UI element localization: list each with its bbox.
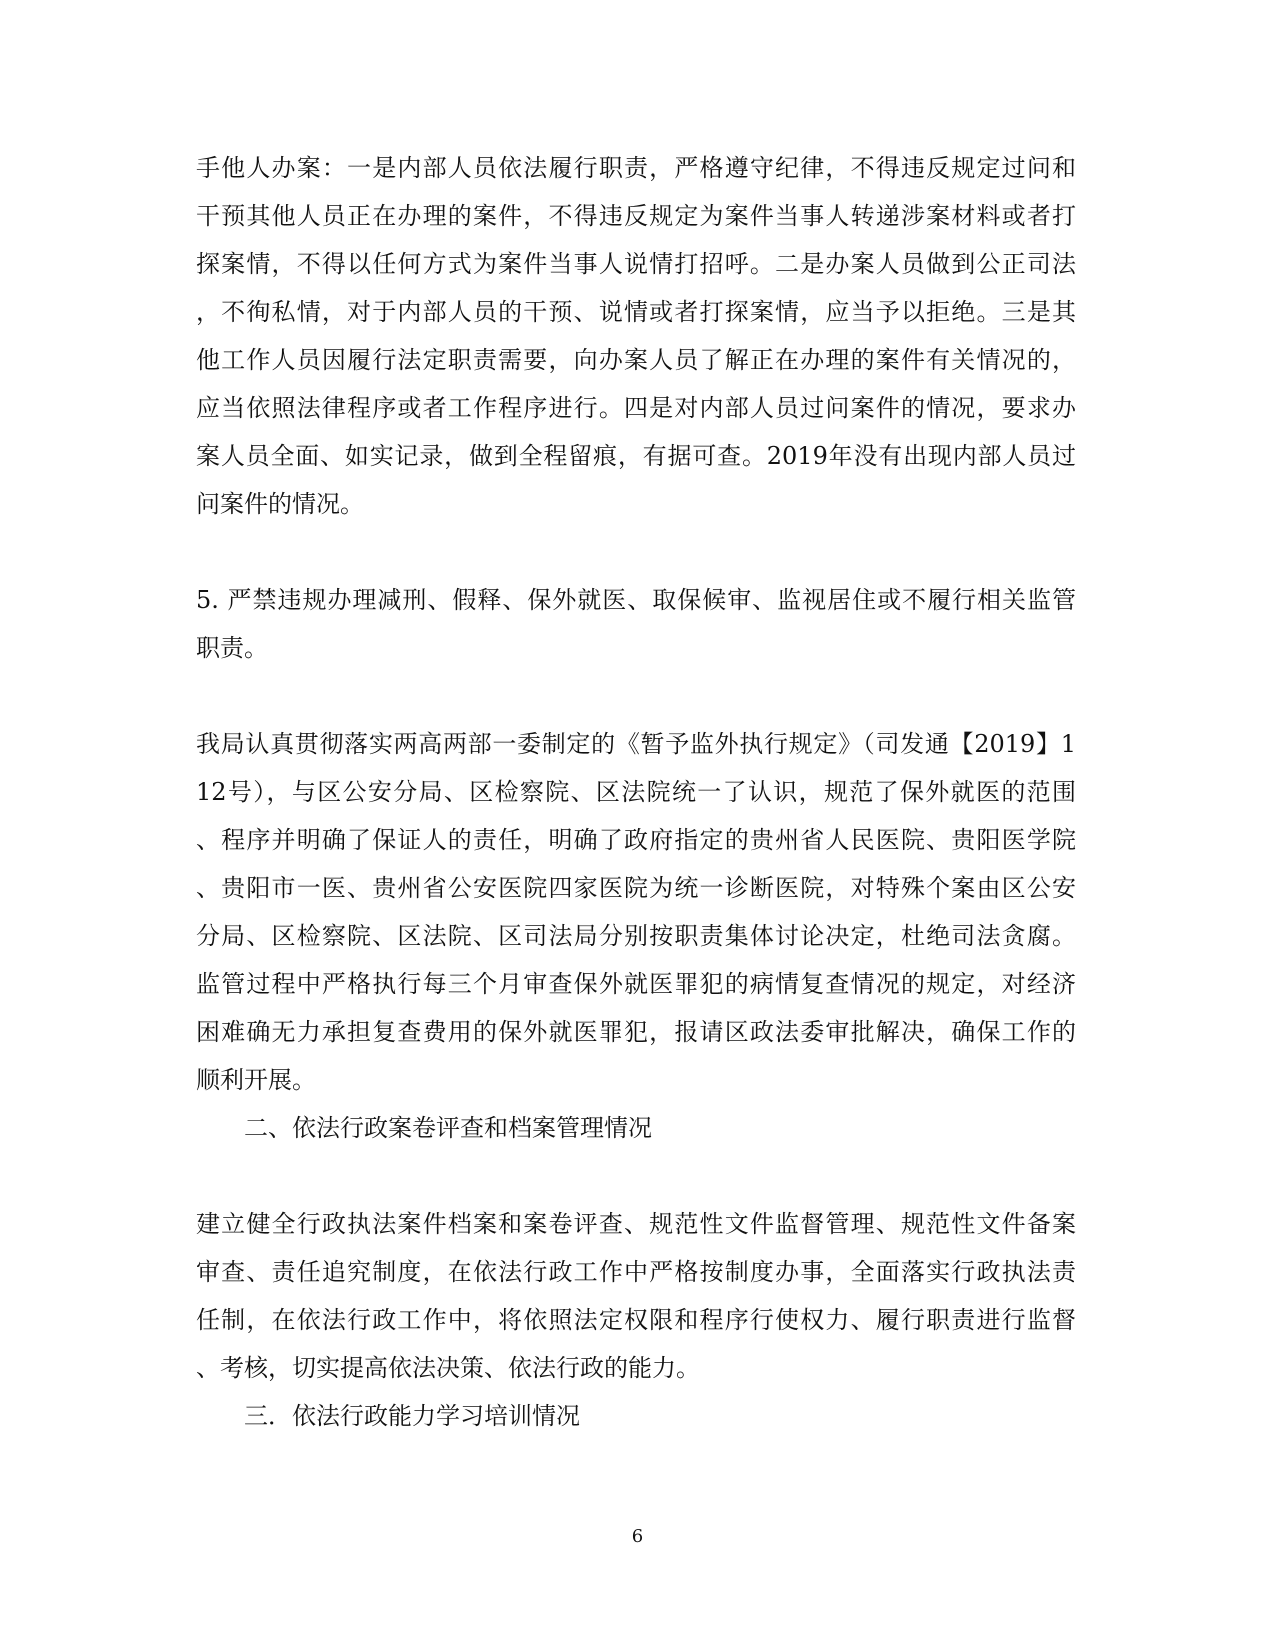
paragraph-4-line-3: 任制，在依法行政工作中，将依照法定权限和程序行使权力、履行职责进行监督: [196, 1306, 1076, 1334]
paragraph-3-line-6: 监管过程中严格执行每三个月审查保外就医罪犯的病情复查情况的规定，对经济: [196, 970, 1076, 998]
page-number: 6: [631, 1526, 644, 1547]
paragraph-4-line-2: 审查、责任追究制度，在依法行政工作中严格按制度办事，全面落实行政执法责: [196, 1258, 1076, 1286]
paragraph-3-line-1: 我局认真贯彻落实两高两部一委制定的《暂予监外执行规定》（司发通【2019】1: [196, 730, 1076, 758]
paragraph-1-line-8: 问案件的情况。: [196, 490, 364, 518]
paragraph-3-line-4: 、贵阳市一医、贵州省公安医院四家医院为统一诊断医院，对特殊个案由区公安: [196, 874, 1076, 902]
paragraph-3-line-7: 困难确无力承担复查费用的保外就医罪犯，报请区政法委审批解决，确保工作的: [196, 1018, 1076, 1046]
paragraph-1-line-5: 他工作人员因履行法定职责需要，向办案人员了解正在办理的案件有关情况的，: [196, 346, 1076, 374]
paragraph-3-line-3: 、程序并明确了保证人的责任，明确了政府指定的贵州省人民医院、贵阳医学院: [196, 826, 1076, 854]
paragraph-3-line-2: 12号），与区公安分局、区检察院、区法院统一了认识，规范了保外就医的范围: [196, 778, 1076, 806]
paragraph-4-line-4: 、考核，切实提高依法决策、依法行政的能力。: [196, 1354, 700, 1382]
paragraph-3-line-8: 顺利开展。: [196, 1066, 316, 1094]
section-two-heading: 二、依法行政案卷评查和档案管理情况: [244, 1114, 652, 1142]
paragraph-3-line-5: 分局、区检察院、区法院、区司法局分别按职责集体讨论决定，杜绝司法贪腐。: [196, 922, 1076, 950]
paragraph-1-line-7: 案人员全面、如实记录，做到全程留痕，有据可查。2019年没有出现内部人员过: [196, 442, 1076, 470]
paragraph-1-line-6: 应当依照法律程序或者工作程序进行。四是对内部人员过问案件的情况，要求办: [196, 394, 1076, 422]
paragraph-1-line-4: ，不徇私情，对于内部人员的干预、说情或者打探案情，应当予以拒绝。三是其: [196, 298, 1076, 326]
paragraph-2-line-1: 5. 严禁违规办理减刑、假释、保外就医、取保候审、监视居住或不履行相关监管: [196, 586, 1076, 614]
paragraph-2-line-2: 职责。: [196, 634, 268, 662]
paragraph-1-line-2: 干预其他人员正在办理的案件，不得违反规定为案件当事人转递涉案材料或者打: [196, 202, 1076, 230]
paragraph-1-line-1: 手他人办案：一是内部人员依法履行职责，严格遵守纪律，不得违反规定过问和: [196, 154, 1076, 182]
paragraph-4-line-1: 建立健全行政执法案件档案和案卷评查、规范性文件监督管理、规范性文件备案: [196, 1210, 1076, 1238]
paragraph-1-line-3: 探案情，不得以任何方式为案件当事人说情打招呼。二是办案人员做到公正司法: [196, 250, 1076, 278]
section-three-heading: 三．依法行政能力学习培训情况: [244, 1402, 580, 1430]
